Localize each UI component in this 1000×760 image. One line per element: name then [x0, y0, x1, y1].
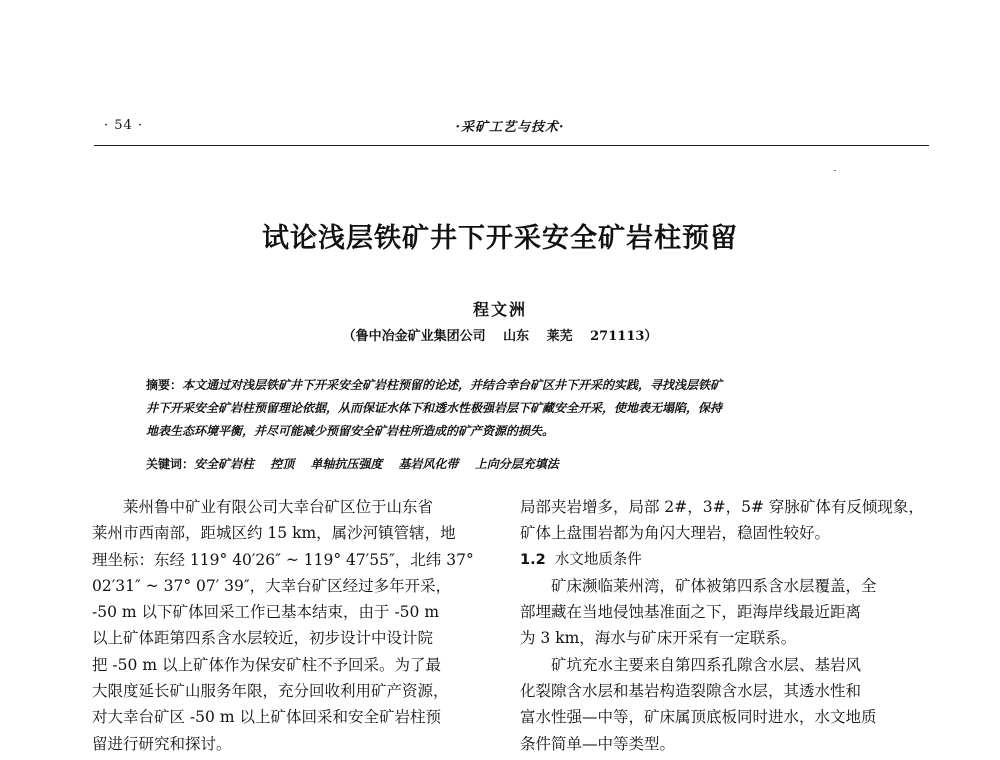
body-line: 留进行研究和探讨。	[92, 734, 232, 753]
body-column-right	[520, 494, 924, 757]
body-line: -50 m 以下矿体回采工作已基本结束，由于 -50 m	[92, 603, 440, 622]
journal-section-header: ·采矿工艺与技术·	[455, 120, 565, 135]
keywords-label: 关键词：	[146, 457, 195, 471]
body-line: 矿坑充水主要来自第四系孔隙含水层、基岩风	[551, 655, 862, 674]
body-line: 以上矿体距第四系含水层较近，初步设计中设计院	[92, 629, 434, 648]
body-line: 局部夹岩增多，局部 2#，3#，5# 穿脉矿体有反倾现象，	[520, 498, 924, 516]
body-line: 把 -50 m 以上矿体作为保安矿柱不予回采。为了最	[92, 655, 441, 674]
body-line: 理坐标：东经 119° 40′26″ ~ 119° 47′55″，北纬 37°	[92, 550, 474, 569]
section-title: 水文地质条件	[554, 551, 642, 568]
body-line: 部埋藏在当地侵蚀基准面之下，距海岸线最近距离	[520, 603, 862, 622]
body-line: 富水性强—中等，矿床属顶底板同时进水，水文地质	[520, 708, 877, 727]
article-affiliation: （鲁中冶金矿业集团公司 山东 莱芜 271113）	[342, 329, 658, 344]
page-number: · 54 ·	[104, 118, 144, 133]
abstract-line: 井下开采安全矿岩柱预留理论依据，从而保证水体下和透水性极强岩层下矿藏安全开采，使地表无塌陷，保持	[146, 401, 723, 415]
body-line: 化裂隙含水层和基岩构造裂隙含水层，其透水性和	[520, 682, 862, 701]
body-column-left	[92, 494, 492, 757]
scan-speck	[834, 170, 836, 171]
body-line: 矿床濒临莱州湾，矿体被第四系含水层覆盖，全	[551, 576, 877, 595]
abstract-line: 地表生态环境平衡，并尽可能减少预留安全矿岩柱所造成的矿产资源的损失。	[146, 424, 555, 438]
body-line: 莱州鲁中矿业有限公司大幸台矿区位于山东省	[123, 498, 434, 516]
body-line: 莱州市西南部，距城区约 15 km，属沙河镇管辖，地	[92, 524, 456, 543]
section-heading	[520, 547, 920, 573]
section-number: 1.2	[520, 551, 546, 568]
keywords	[146, 455, 876, 472]
abstract-line: 摘要：本文通过对浅层铁矿井下开采安全矿岩柱预留的论述，并结合幸台矿区井下开采的实践，寻找浅层铁矿	[146, 378, 723, 392]
keywords-text: 安全矿岩柱 控顶 单轴抗压强度 基岩风化带 上向分层充填法	[194, 457, 559, 471]
body-line: 02′31″ ~ 37° 07′ 39″，大幸台矿区经过多年开采，	[92, 576, 452, 595]
article-author: 程文洲	[472, 300, 527, 319]
abstract	[146, 374, 876, 443]
header-rule	[94, 145, 929, 146]
body-line: 矿体上盘围岩都为角闪大理岩，稳固性较好。	[520, 524, 831, 543]
body-line: 为 3 km，海水与矿床开采有一定联系。	[520, 629, 797, 648]
body-line: 对大幸台矿区 -50 m 以上矿体回采和安全矿岩柱预	[92, 708, 441, 727]
body-line: 大限度延长矿山服务年限，充分回收利用矿产资源，	[92, 682, 449, 701]
article-title: 试论浅层铁矿井下开采安全矿岩柱预留	[262, 223, 738, 254]
abstract-label: 摘要：	[146, 378, 183, 392]
body-line: 条件简单—中等类型。	[520, 734, 676, 753]
